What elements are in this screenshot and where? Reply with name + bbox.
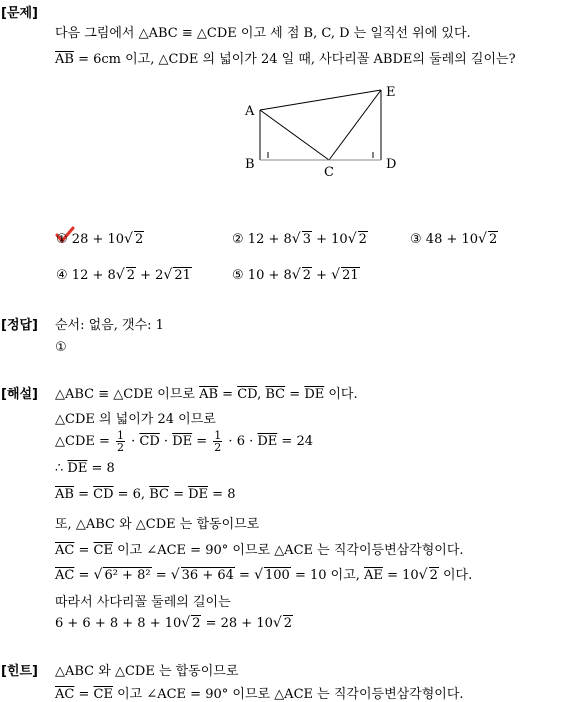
choice-5-number: ⑤ (232, 268, 244, 283)
solution-label: [해설] (1, 387, 38, 402)
radical-sign-icon: √ (115, 267, 125, 283)
math-fragment: $\overline{DE}$ (188, 487, 209, 502)
math-fragment: = (151, 568, 171, 583)
math-fragment: $\overline{AC}$ (55, 568, 75, 583)
choice-2-radicand2: 2 (358, 232, 367, 247)
math-fragment: = 10 이고, (290, 568, 365, 583)
choice-4-text: 12 + 8 (71, 268, 116, 283)
math-fragment: = (168, 487, 189, 502)
math-fragment: · (159, 434, 173, 449)
math-fragment: 이다. (324, 387, 358, 402)
radical-sign-icon: √ (418, 567, 428, 583)
answer-value: ① (55, 340, 67, 355)
math-fragment: 2 (192, 616, 201, 631)
math-fragment: 1 (214, 429, 222, 442)
math-fragment: = 6, (113, 487, 150, 502)
math-fragment: = (285, 387, 305, 402)
choice-4[interactable] (56, 267, 192, 283)
radical-sign-icon: √ (291, 267, 301, 283)
hint-line1: △ABC 와 △CDE 는 합동이므로 (55, 664, 239, 679)
math-fragment: $\overline{CD}$ (93, 487, 114, 502)
problem-text-line2 (55, 48, 516, 67)
math-fragment: $\overline{BC}$ (265, 387, 286, 402)
edge-ae (260, 90, 381, 110)
choice-3[interactable] (410, 231, 498, 247)
math-fragment: = 8 (87, 461, 115, 476)
fraction (213, 430, 222, 453)
math-fragment: $\overline{CD}$ (237, 387, 258, 402)
answer-order: 순서: 없음, 갯수: 1 (55, 318, 164, 333)
math-fragment: 2 (283, 616, 293, 631)
math-fragment: $\overline{DE}$ (257, 434, 278, 449)
math-fragment: $\overline{AC}$ (55, 543, 75, 558)
problem-text-line1: 다음 그림에서 △ABC ≡ △CDE 이고 세 점 B, C, D 는 일직선 위에 있다. (55, 26, 471, 41)
choice-2-text-b: + 10 (311, 232, 348, 247)
math-fragment: = 24 (277, 434, 313, 449)
math-fragment: 2 (429, 568, 438, 583)
choice-1-number: ① (56, 232, 68, 247)
solution-line9: 따라서 사다리꼴 둘레의 길이는 (55, 595, 231, 610)
solution-line6: 또, △ABC 와 △CDE 는 합동이므로 (55, 517, 260, 532)
radical-sign-icon: √ (347, 231, 357, 247)
choice-1-radicand: 2 (134, 232, 144, 247)
math-fragment: = (73, 487, 94, 502)
math-fragment: $\overline{AB}$ (199, 387, 219, 402)
math-fragment: $\overline{CE}$ (93, 687, 113, 702)
radical-sign-icon: √ (163, 267, 173, 283)
math-fragment: $\overline{DE}$ (304, 387, 325, 402)
math-fragment: 100 (265, 568, 290, 583)
math-fragment: = (192, 434, 212, 449)
solution-line4 (55, 461, 115, 476)
choice-2-radicand: 3 (302, 232, 311, 247)
choice-4-number: ④ (56, 268, 68, 283)
math-fragment: 1 (117, 429, 125, 442)
trapezoid-diagram (236, 82, 406, 182)
math-fragment: 이고 ∠ACE = 90° 이므로 △ACE 는 직각이등변삼각형이다. (112, 543, 464, 558)
choice-5-radicand: 2 (302, 268, 311, 283)
edge-ac (260, 110, 329, 160)
hint-line2 (55, 683, 464, 702)
math-fragment: △CDE = (55, 434, 115, 449)
answer-label: [정답] (1, 318, 38, 333)
choice-5-text: 10 + 8 (247, 268, 292, 283)
choice-5-radicand2: 21 (342, 268, 359, 283)
edge-ce (329, 90, 381, 160)
math-fragment: = 8 (208, 487, 236, 502)
radical-sign-icon: √ (170, 567, 180, 583)
math-fragment: 36 + 64 (181, 568, 234, 583)
math-fragment: = (74, 687, 94, 702)
math-fragment: = 28 + 10 (201, 616, 273, 631)
point-label-c: C (324, 165, 334, 180)
radical-sign-icon: √ (93, 567, 103, 583)
math-fragment: 이고 ∠ACE = 90° 이므로 △ACE 는 직각이등변삼각형이다. (112, 687, 464, 702)
math-fragment: △ABC ≡ △CDE 이므로 (55, 387, 200, 402)
radical-sign-icon: √ (181, 615, 191, 631)
choice-1[interactable] (56, 231, 144, 247)
problem-label: [문제] (1, 6, 38, 21)
point-label-b: B (245, 157, 255, 172)
choice-2-text: 12 + 8 (247, 232, 292, 247)
radical-sign-icon: √ (291, 231, 301, 247)
solution-line10 (55, 615, 293, 631)
solution-line1 (55, 383, 358, 402)
math-fragment: $\overline{BC}$ (149, 487, 169, 502)
choice-4-text-b: + 2 (135, 268, 164, 283)
radical-sign-icon: √ (478, 231, 487, 247)
math-fragment: $\overline{AE}$ (364, 568, 383, 583)
math-fragment: = (74, 543, 94, 558)
fraction (116, 430, 125, 453)
choice-3-radicand: 2 (488, 232, 498, 247)
hint-label: [힌트] (1, 664, 38, 679)
choice-5[interactable] (232, 267, 360, 283)
radical-sign-icon: √ (272, 615, 282, 631)
solution-line8 (55, 564, 472, 583)
math-fragment: · 6 · (224, 434, 258, 449)
choice-4-radicand: 2 (126, 268, 135, 283)
math-fragment: 2 (117, 441, 125, 454)
math-fragment: $\overline{AC}$ (55, 687, 75, 702)
math-fragment: = 10 (382, 568, 419, 583)
math-fragment: $\overline{CE}$ (93, 543, 113, 558)
math-fragment: 6 + 6 + 8 + 8 + 10 (55, 616, 182, 631)
choice-3-text: 48 + 10 (425, 232, 479, 247)
solution-line5 (55, 487, 235, 502)
radical-sign-icon: √ (124, 231, 133, 247)
choice-1-text: 28 + 10 (71, 232, 125, 247)
math-fragment: 6² + 8² (104, 568, 151, 583)
math-fragment: $\overline{DE}$ (172, 434, 193, 449)
math-fragment: · (127, 434, 140, 449)
choice-2-number: ② (232, 232, 244, 247)
math-fragment: = (74, 568, 94, 583)
math-fragment: ∴ (55, 461, 68, 476)
math-fragment: $\overline{DE}$ (67, 461, 88, 476)
point-label-a: A (245, 104, 255, 119)
choice-3-number: ③ (410, 232, 422, 247)
radical-sign-icon: √ (254, 567, 263, 583)
choice-4-radicand2: 21 (174, 268, 191, 283)
solution-line7 (55, 539, 464, 558)
radical-sign-icon: √ (331, 267, 341, 283)
point-label-d: D (386, 157, 397, 172)
solution-line3 (55, 430, 313, 453)
math-fragment: $\overline{CD}$ (139, 434, 160, 449)
problem-text-line2-rest: = 6cm 이고, △CDE 의 넓이가 24 일 때, 사다리꼴 ABDE의 둘레의 길이는? (73, 52, 516, 67)
solution-line2: △CDE 의 넓이가 24 이므로 (55, 412, 216, 427)
math-fragment: = (218, 387, 238, 402)
segment-ab: $\overline{AB}$ (55, 52, 74, 67)
math-fragment: = (234, 568, 255, 583)
choice-5-text-b: + (311, 268, 332, 283)
math-fragment: , (257, 387, 266, 402)
point-label-e: E (386, 85, 396, 100)
choice-2[interactable] (232, 231, 368, 247)
math-fragment: 2 (214, 441, 222, 454)
math-fragment: $\overline{AB}$ (55, 487, 74, 502)
math-fragment: 이다. (438, 568, 473, 583)
